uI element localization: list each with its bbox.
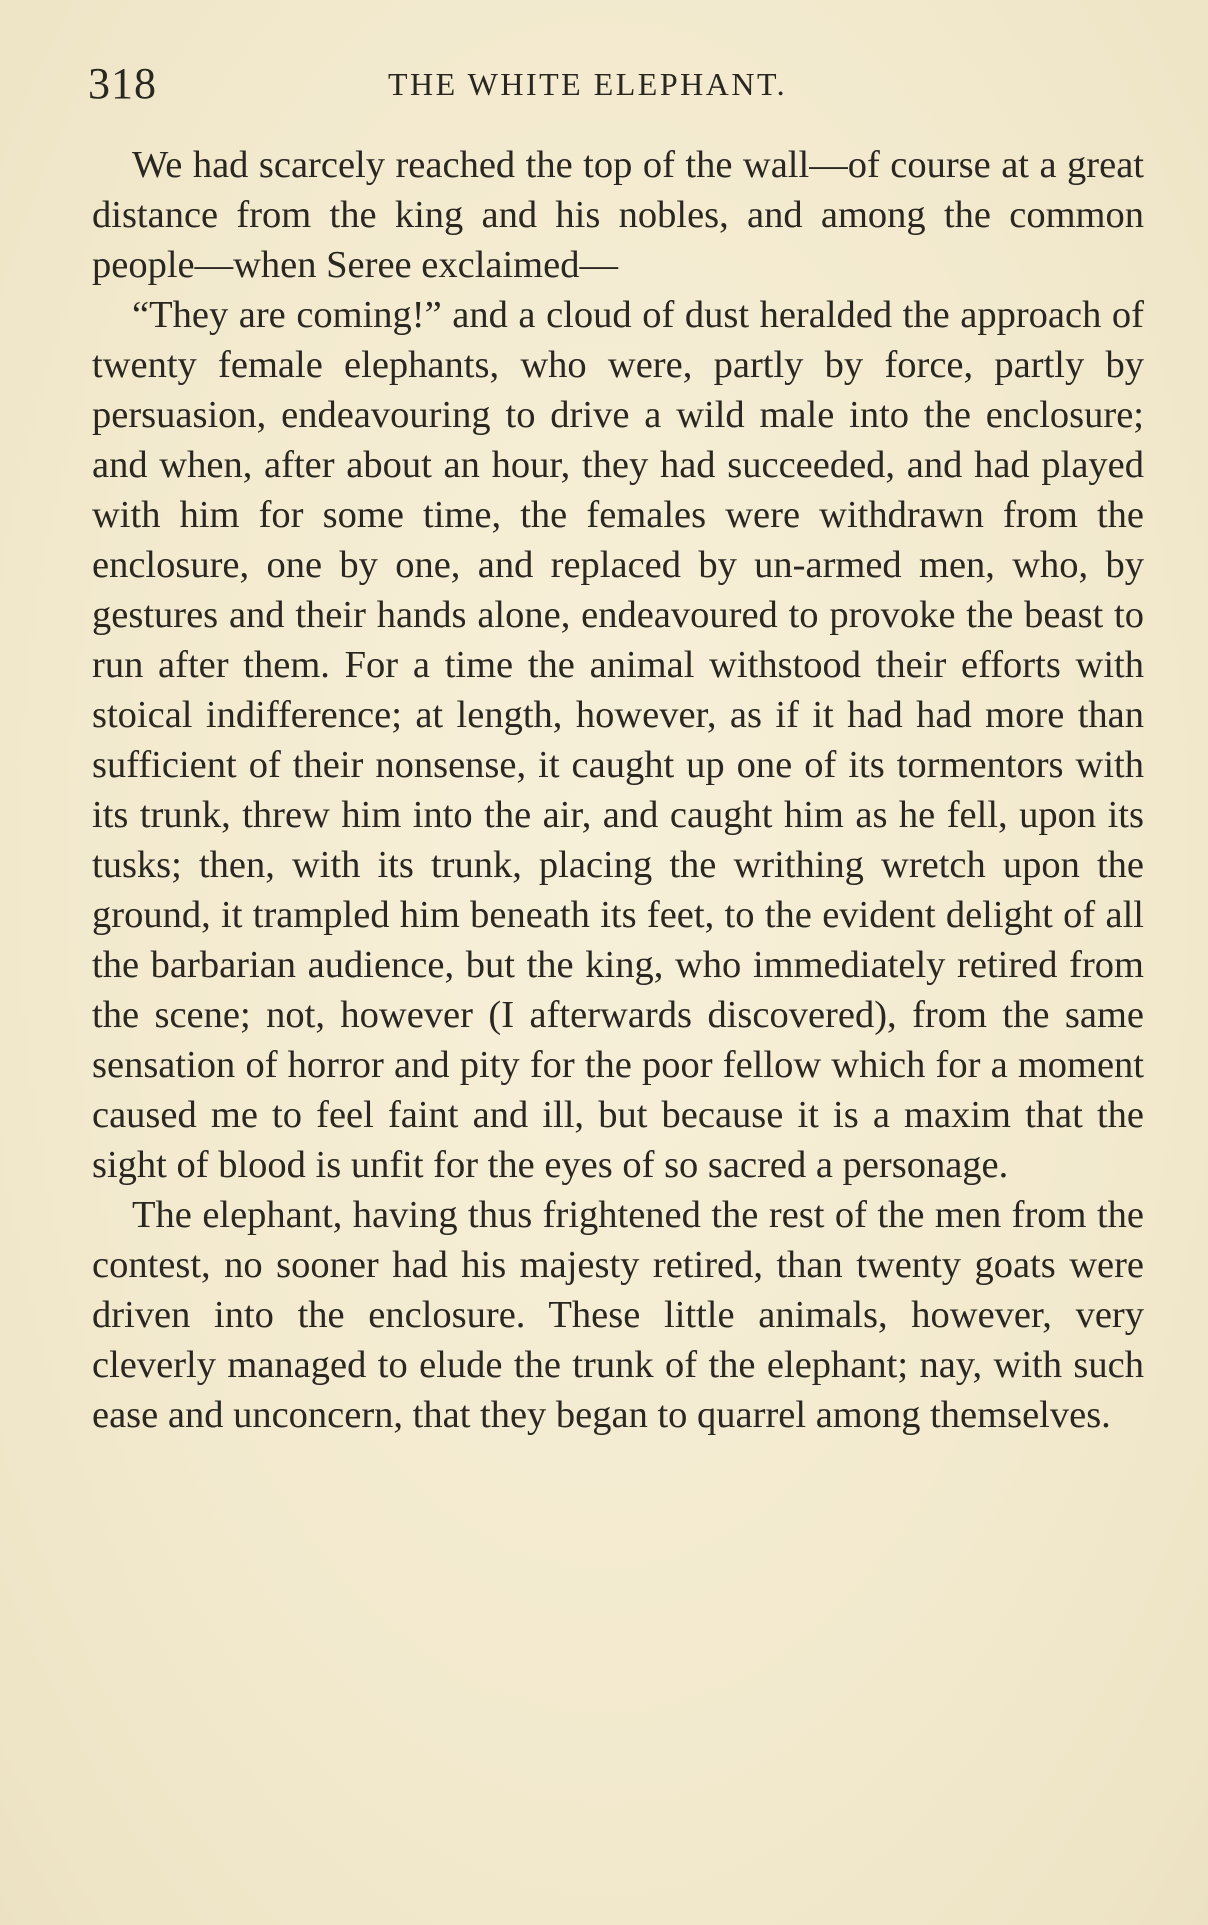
paragraph-2: “They are coming!” and a cloud of dust heralded the approach of twenty female elephants, who were, partly by force, partly by persuasion, endeavouring to drive a wild male into the enclosure; and when, after about an hour, they had succeeded, and had played with him for some time, the females were withdrawn from the enclosure, one by one, and replaced by un-armed men, who, by gestures and their hands alone, endeavoured to provoke the beast to run after them. For a time the animal withstood their efforts with stoical indifference; at length, however, as if it had had more than sufficient of their nonsense, it caught up one of its tormentors with its trunk, threw him into the air, and caught him as he fell, upon its tusks; then, with its trunk, placing the writhing wretch upon the ground, it trampled him beneath its feet, to the evident delight of all the barbarian audience, but the king, who immediately retired from the scene; not, however (I afterwards discovered), from the same sensation of horror and pity for the poor fellow which for a moment caused me to feel faint and ill, but because it is a maxim that the sight of blood is unfit for the eyes of so sacred a personage. <box>92 294 1144 1186</box>
page-number: 318 <box>88 59 157 108</box>
body-text <box>92 140 1144 1440</box>
running-title: THE WHITE ELEPHANT. <box>388 66 788 102</box>
running-head <box>88 58 1148 118</box>
paragraph-1: We had scarcely reached the top of the wall—of course at a great distance from the king and his nobles, and among the common people—when Seree exclaimed— <box>92 144 1144 286</box>
paragraph-3: The elephant, having thus frightened the rest of the men from the contest, no sooner had his majesty retired, than twenty goats were driven into the enclosure. These little animals, however, very cleverly managed to elude the trunk of the elephant; nay, with such ease and unconcern, that they began to quarrel among themselves. <box>92 1194 1144 1436</box>
